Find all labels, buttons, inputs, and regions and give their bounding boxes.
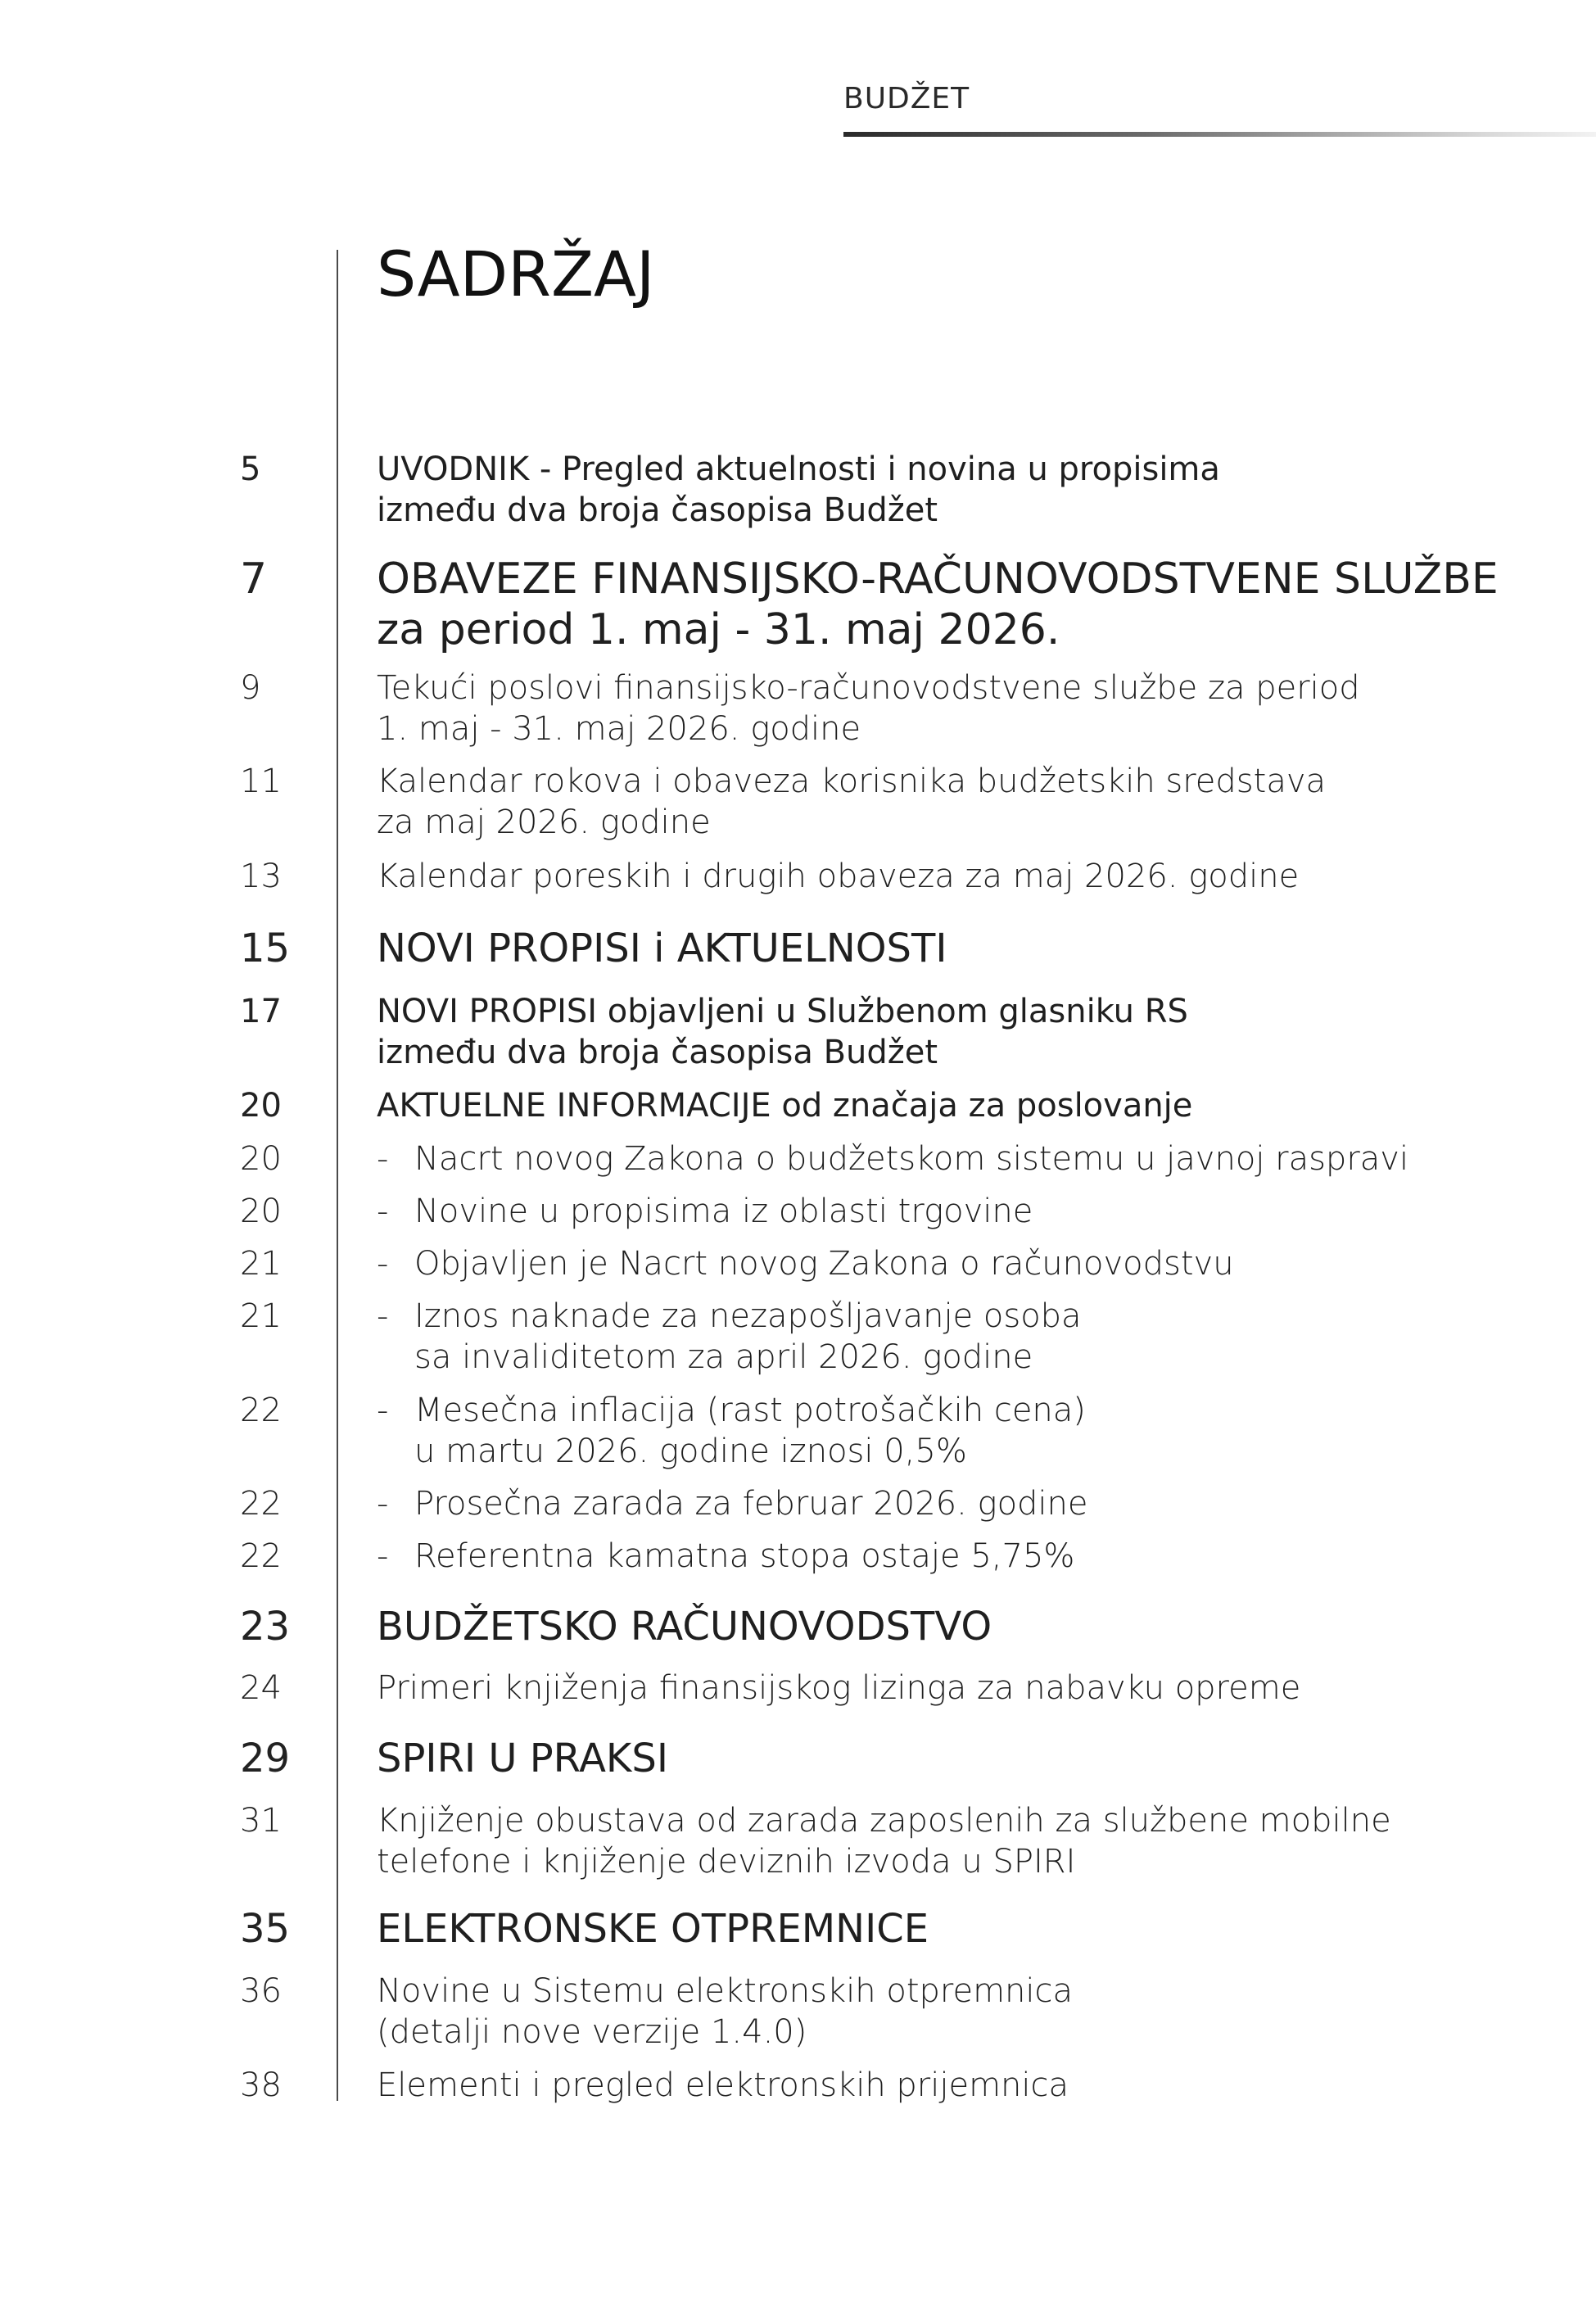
toc-section-title: OBAVEZE FINANSIJSKO-RAČUNOVODSTVENE SLUŽBE za period 1. maj - 31. maj 2026. [377,554,1499,654]
bullet-dash: - [377,1537,389,1575]
toc-subentry-title: Iznos naknade za nezapošljavanje osoba sa invaliditetom za april 2026. godine [414,1297,1082,1376]
bullet-dash: - [377,1485,389,1523]
toc-page-number: 38 [240,2066,282,2104]
toc-entry-title: Novine u Sistemu elektronskih otpremnica (detalji nove verzije 1.4.0) [377,1972,1073,2051]
bullet-dash: - [377,1193,389,1230]
toc-page-number: 36 [240,1972,282,2010]
page-title: SADRŽAJ [377,238,655,310]
toc-page-number: 20 [240,1087,282,1125]
toc-entry-title: Tekući poslovi finansijsko-računovodstvene službe za period 1. maj - 31. maj 2026. godine [377,669,1360,748]
toc-page-number: 24 [240,1669,282,1707]
toc-page-number: 21 [240,1245,282,1283]
toc-subentry-title: Objavljen je Nacrt novog Zakona o računovodstvu [414,1245,1234,1283]
toc-page-number: 7 [240,554,268,604]
toc-entry-title: UVODNIK - Pregled aktuelnosti i novina u propisima između dva broja časopisa Budžet [377,450,1220,529]
toc-page-number: 31 [240,1802,282,1840]
toc-page-number: 22 [240,1485,282,1523]
toc-page-number: 9 [240,669,261,707]
toc-page-number: 5 [240,450,261,488]
toc-page-number: 22 [240,1537,282,1575]
toc-section-title: ELEKTRONSKE OTPREMNICE [377,1906,929,1952]
toc-page-number: 11 [240,763,282,800]
toc-page-number: 22 [240,1392,282,1429]
toc-entry-title: Knjiženje obustava od zarada zaposlenih za službene mobilne telefone i knjiženje deviznih izvoda u SPIRI [377,1802,1391,1881]
toc-page-number: 21 [240,1297,282,1335]
toc-page-number: 29 [240,1736,291,1781]
toc-page-number: 20 [240,1193,282,1230]
toc-entry-title: Primeri knjiženja finansijskog lizinga za nabavku opreme [377,1669,1301,1707]
toc-entry-title: Elementi i pregled elektronskih prijemnica [377,2066,1069,2104]
bullet-dash: - [377,1392,389,1429]
toc-page-number: 35 [240,1906,291,1952]
toc-subentry-title: Nacrt novog Zakona o budžetskom sistemu u javnoj raspravi [414,1140,1409,1178]
toc-entry-title: AKTUELNE INFORMACIJE od značaja za poslovanje [377,1087,1193,1125]
toc-section-title: BUDŽETSKO RAČUNOVODSTVO [377,1604,992,1650]
toc-entry-title: Kalendar poreskih i drugih obaveza za maj 2026. godine [377,858,1300,895]
toc-subentry-title: Mesečna inflacija (rast potrošačkih cena) u martu 2026. godine iznosi 0,5% [414,1392,1086,1470]
toc-page-number: 15 [240,926,291,971]
toc-page-number: 23 [240,1604,291,1650]
toc-section-title: SPIRI U PRAKSI [377,1736,669,1781]
toc-subentry-title: Prosečna zarada za februar 2026. godine [414,1485,1088,1523]
toc-page-number: 17 [240,993,282,1030]
bullet-dash: - [377,1245,389,1283]
bullet-dash: - [377,1297,389,1335]
toc-page-number: 13 [240,858,282,895]
toc-entry-title: NOVI PROPISI objavljeni u Službenom glasniku RS između dva broja časopisa Budžet [377,993,1188,1071]
toc-section-title: NOVI PROPISI i AKTUELNOSTI [377,926,947,971]
toc-subentry-title: Novine u propisima iz oblasti trgovine [414,1193,1033,1230]
toc-entry-title: Kalendar rokova i obaveza korisnika budžetskih sredstava za maj 2026. godine [377,763,1327,841]
toc-subentry-title: Referentna kamatna stopa ostaje 5,75% [414,1537,1075,1575]
toc-page-number: 20 [240,1140,282,1178]
bullet-dash: - [377,1140,389,1178]
journal-name: BUDŽET [843,82,970,115]
